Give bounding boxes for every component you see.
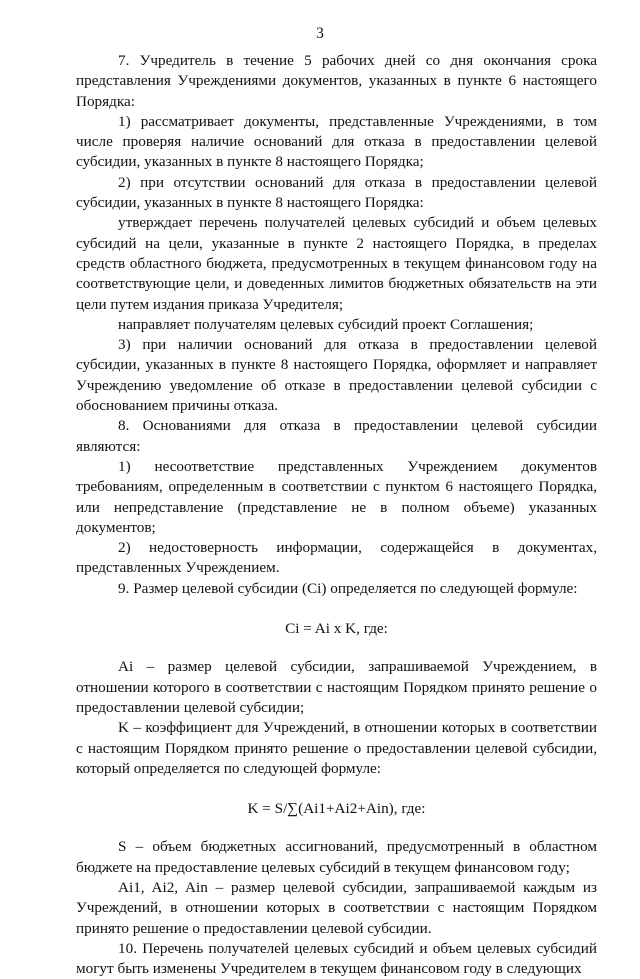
definition-s: S – объем бюджетных ассигнований, предусмотренный в областном бюджете на предоставление целевых субсидий в текущем финансовом году; <box>76 838 597 876</box>
page-number: 3 <box>316 25 324 42</box>
paragraph-7-1: 1) рассматривает документы, представленные Учреждениями, в том числе проверяя наличие оснований для отказа в предоставлении целевой субсидии, указанных в пункте 8 настоящего Порядка; <box>76 112 597 171</box>
formula-k: K = S/∑(Ai1+Ai2+Ain), где: <box>247 800 426 818</box>
document-body <box>76 51 597 979</box>
definition-ai: Ai – размер целевой субсидии, запрашиваемой Учреждением, в отношении которого в соответствии с настоящим Порядком принято решение о предоставлении целевой субсидии; <box>76 658 597 716</box>
paragraph-8-2: 2) недостоверность информации, содержащейся в документах, представленных Учреждением. <box>76 539 597 577</box>
paragraph-7-2: 2) при отсутствии оснований для отказа в предоставлении целевой субсидии, указанных в пункте 8 настоящего Порядка: <box>76 173 597 212</box>
paragraph-8-1: 1) несоответствие представленных Учреждением документов требованиям, определенным в соответствии с пунктом 6 настоящего Порядка, или непредставление (представление не в полном объеме) указанных документов; <box>76 457 597 536</box>
paragraph-7-3: 3) при наличии оснований для отказа в предоставлении целевой субсидии, указанных в пункте 8 настоящего Порядка, оформляет и направляет Учреждению уведомление об отказе в предоставлении целевой субсидии с обоснованием причины отказа. <box>76 336 597 415</box>
definition-ai-list: Ai1, Ai2, Ain – размер целевой субсидии, запрашиваемой каждым из Учреждений, в отношении которых в соответствии с настоящим Порядком принято решение о предоставлении целевой субсидии. <box>76 878 597 937</box>
paragraph-7-2-approve: утверждает перечень получателей целевых субсидий и объем целевых субсидий на цели, указанные в пункте 2 настоящего Порядка, в пределах средств областного бюджета, предусмотренных в текущем финансовом году на соответствующие цели, и доведенных лимитов бюджетных обязательств на эти цели путем издания приказа Учредителя; <box>76 214 597 313</box>
paragraph-9: 9. Размер целевой субсидии (Ci) определяется по следующей формуле: <box>118 579 578 597</box>
paragraph-10: 10. Перечень получателей целевых субсидий и объем целевых субсидий могут быть изменены Учредителем в текущем финансовом году в следующих <box>76 939 597 978</box>
paragraph-7: 7. Учредитель в течение 5 рабочих дней со дня окончания срока представления Учреждениями документов, указанных в пункте 6 настоящего Порядка: <box>76 52 597 110</box>
definition-k: K – коэффициент для Учреждений, в отношении которых в соответствии с настоящим Порядком принято решение о предоставлении целевой субсидии, который определяется по следующей формуле: <box>76 719 597 777</box>
paragraph-8: 8. Основаниями для отказа в предоставлении целевой субсидии являются: <box>76 417 597 455</box>
paragraph-7-2-send: направляет получателям целевых субсидий проект Соглашения; <box>118 315 534 333</box>
formula-ci: Ci = Ai x K, где: <box>285 620 388 638</box>
